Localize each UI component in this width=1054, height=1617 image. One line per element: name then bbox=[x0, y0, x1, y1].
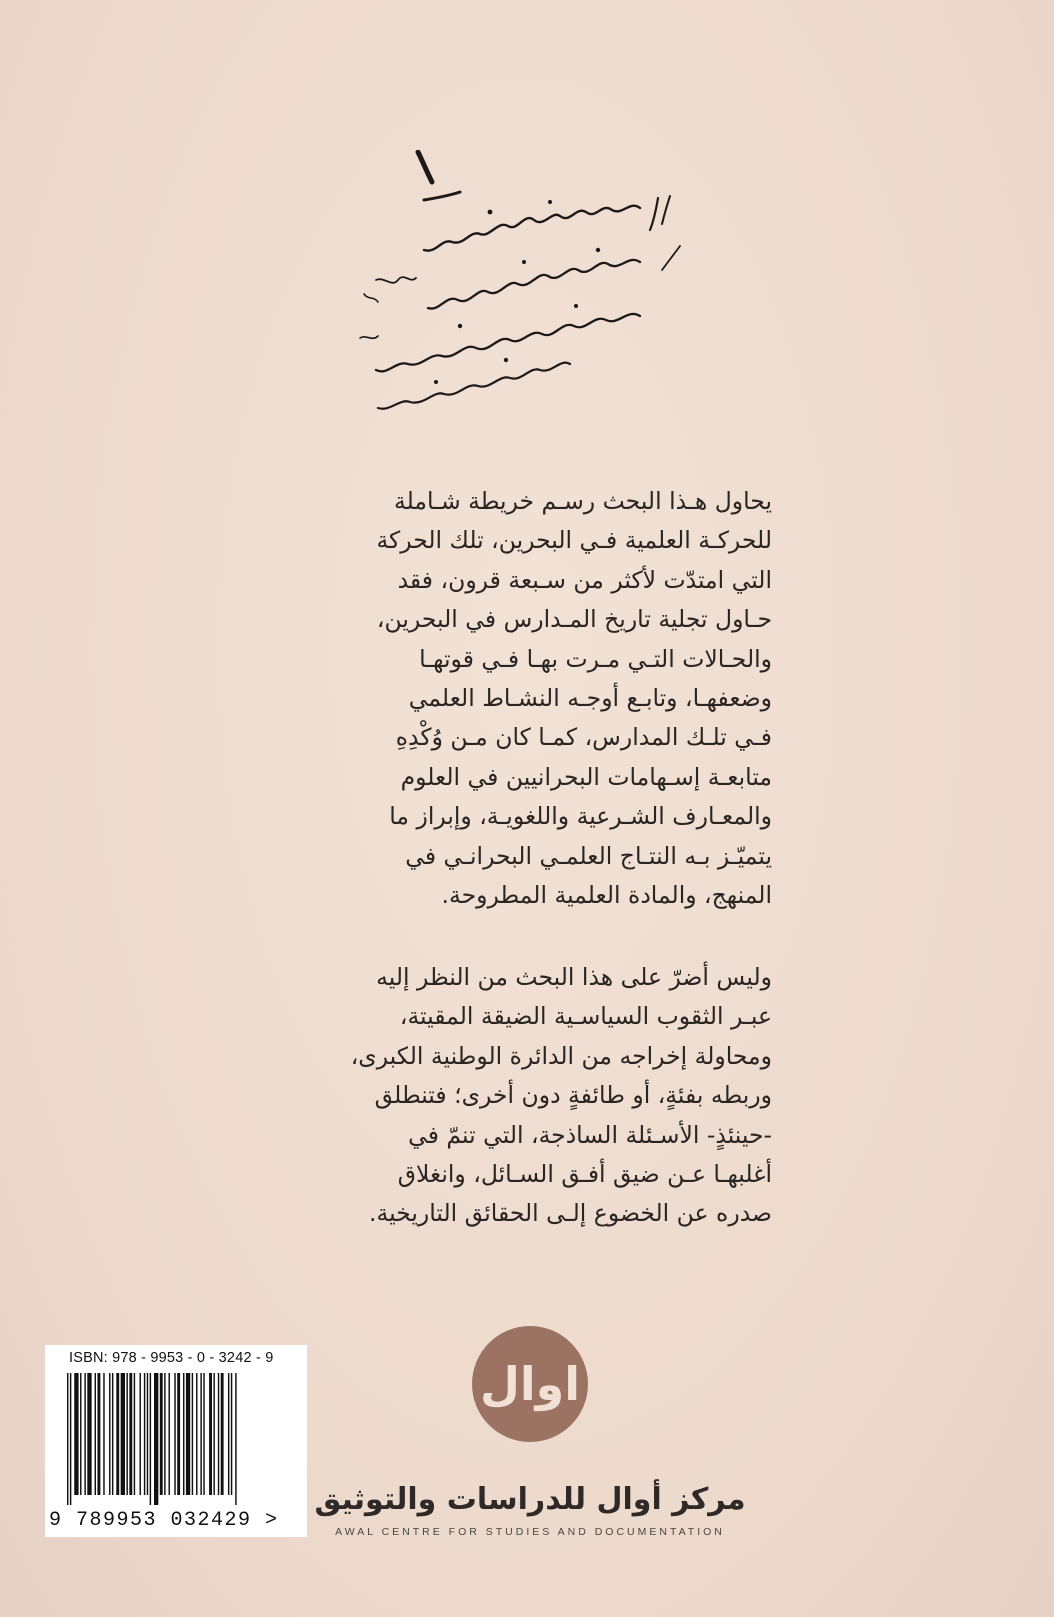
publisher-name-arabic: مركز أوال للدراسات والتوثيق bbox=[314, 1482, 746, 1517]
publisher-name-english: AWAL CENTRE FOR STUDIES AND DOCUMENTATION bbox=[335, 1526, 725, 1538]
blurb-line: والمعـارف الشـرعية واللغويـة، وإبراز ما bbox=[389, 802, 772, 831]
blurb-line: -حينئذٍ- الأسـئلة الساذجة، التي تنمّ في bbox=[408, 1120, 772, 1149]
barcode-bar bbox=[228, 1373, 229, 1495]
barcode-bar bbox=[147, 1373, 148, 1495]
blurb-paragraph-1 bbox=[296, 482, 772, 915]
barcode-bar bbox=[87, 1373, 91, 1495]
blurb-paragraph-2 bbox=[296, 958, 772, 1234]
blurb-line: والحـالات التـي مـرت بهـا فـي قوتهـا bbox=[419, 644, 772, 673]
barcode-bar bbox=[160, 1373, 163, 1495]
blurb-line: يتميّـز بـه النتـاج العلمـي البحرانـي في bbox=[405, 841, 772, 870]
barcode-bar bbox=[112, 1373, 113, 1495]
manuscript-handwriting-image bbox=[340, 150, 710, 420]
blurb-line: وربطه بفئةٍ، أو طائفةٍ دون أخرى؛ فتنطلق bbox=[374, 1081, 772, 1110]
barcode-bar bbox=[200, 1373, 201, 1495]
barcode-bar bbox=[221, 1373, 224, 1495]
barcode-bar bbox=[84, 1373, 85, 1495]
barcode-bar bbox=[70, 1373, 71, 1505]
blurb-line: حـاول تجلية تاريخ المـدارس في البحرين، bbox=[376, 605, 772, 634]
blurb-line: ومحاولة إخراجه من الدائرة الوطنية الكبرى، bbox=[350, 1041, 772, 1070]
barcode-bar bbox=[150, 1373, 151, 1505]
barcode-bar bbox=[140, 1373, 141, 1495]
barcode-bar bbox=[177, 1373, 180, 1495]
blurb-line: التي امتدّت لأكثر من سـبعة قرون، فقد bbox=[397, 565, 772, 594]
barcode-bar bbox=[209, 1373, 212, 1495]
blurb-line: وليس أضرّ على هذا البحث من النظر إليه bbox=[376, 963, 772, 991]
barcode-bar bbox=[235, 1373, 236, 1505]
barcode-bar bbox=[192, 1373, 193, 1495]
barcode-bar bbox=[169, 1373, 170, 1495]
barcode-bar bbox=[74, 1373, 78, 1495]
barcode-bar bbox=[109, 1373, 110, 1495]
blurb-line: يحاول هـذا البحث رسـم خريطة شـاملة bbox=[394, 487, 772, 515]
barcode-bar bbox=[126, 1373, 127, 1495]
blurb-line: المنهج، والمادة العلمية المطروحة. bbox=[441, 881, 772, 910]
isbn-label: ISBN: 978 - 9953 - 0 - 3242 - 9 bbox=[69, 1350, 274, 1366]
barcode-bar bbox=[218, 1373, 219, 1495]
barcode-bar bbox=[231, 1373, 232, 1495]
barcode-bar bbox=[67, 1373, 68, 1505]
blurb-line: فـي تلـك المدارس، كمـا كان مـن وُكْدِهِ bbox=[395, 723, 772, 752]
barcode-bar bbox=[134, 1373, 135, 1495]
barcode-bar bbox=[121, 1373, 125, 1495]
barcode-bar bbox=[174, 1373, 175, 1495]
barcode-bar bbox=[213, 1373, 214, 1495]
barcode-bar bbox=[186, 1373, 190, 1495]
barcode-digits: 9 789953 032429 > bbox=[49, 1509, 279, 1532]
barcode-bar bbox=[95, 1373, 96, 1495]
isbn-barcode bbox=[45, 1345, 307, 1537]
blurb-line: وضعفهـا، وتابـع أوجـه النشـاط العلمي bbox=[408, 684, 772, 713]
barcode-bar bbox=[196, 1373, 197, 1495]
barcode-bar bbox=[103, 1373, 104, 1495]
barcode-bar bbox=[97, 1373, 100, 1495]
barcode-bar bbox=[203, 1373, 204, 1495]
barcode-bar bbox=[116, 1373, 119, 1495]
blurb-line: صدره عن الخضوع إلـى الحقائق التاريخية. bbox=[369, 1199, 772, 1228]
barcode-bar bbox=[80, 1373, 81, 1495]
barcode-bar bbox=[129, 1373, 132, 1495]
blurb-line: أغلبهـا عـن ضيق أفـق السـائل، وانغلاق bbox=[397, 1160, 772, 1189]
blurb-line: عبـر الثقوب السياسـية الضيقة المقيتة، bbox=[399, 1002, 772, 1031]
awal-logo bbox=[472, 1326, 588, 1442]
blurb-line: للحركـة العلمية فـي البحرين، تلك الحركة bbox=[376, 526, 772, 555]
barcode-bar bbox=[164, 1373, 165, 1495]
barcode-bars bbox=[67, 1373, 289, 1505]
barcode-bar bbox=[183, 1373, 184, 1495]
barcode-bar bbox=[154, 1373, 158, 1505]
blurb-line: متابعـة إسـهامات البحرانيين في العلوم bbox=[400, 762, 772, 791]
barcode-bar bbox=[144, 1373, 145, 1495]
logo-text: اوال bbox=[479, 1357, 581, 1411]
